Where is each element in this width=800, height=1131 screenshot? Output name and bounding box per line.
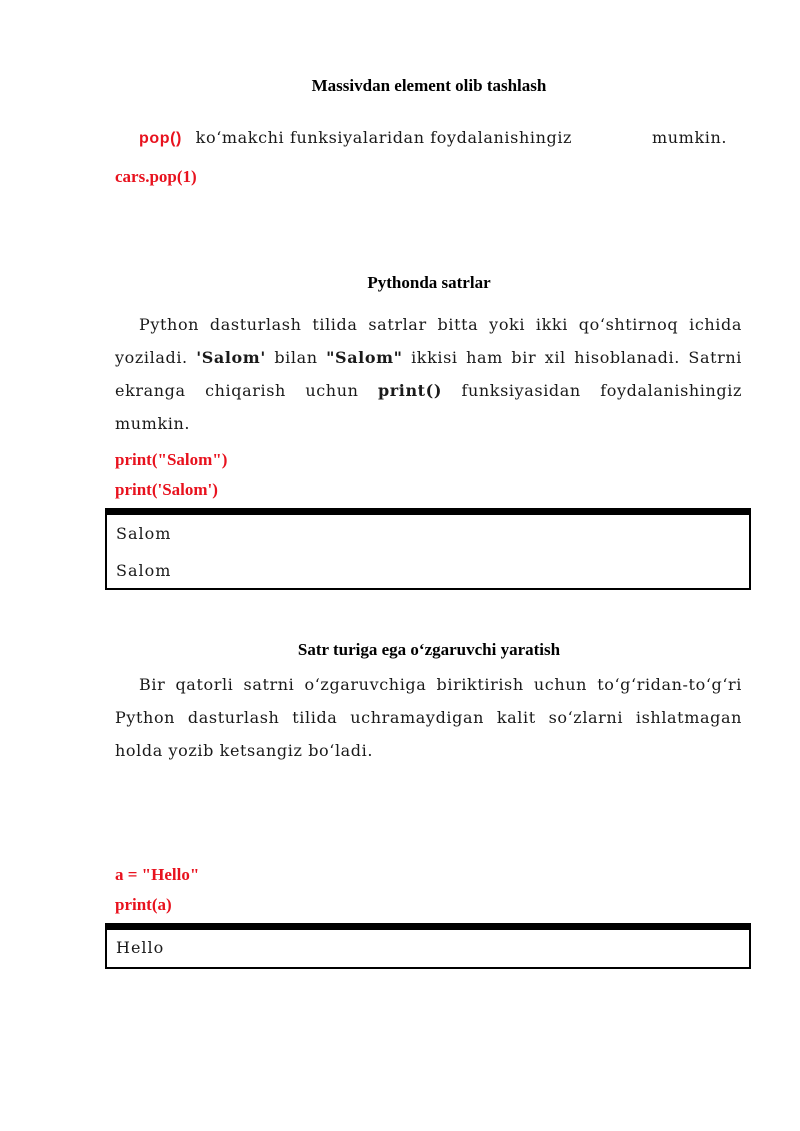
- output-line: Salom: [116, 561, 172, 580]
- code-assign-hello: a = "Hello": [115, 865, 200, 884]
- string-variable-paragraph: [115, 668, 742, 767]
- single-quoted-example: 'Salom': [196, 348, 266, 367]
- strings-paragraph: [115, 308, 742, 440]
- strings-text-bilan: bilan: [274, 348, 318, 367]
- section-heading-python-strings: Pythonda satrlar: [367, 273, 491, 292]
- output-box-hello: [105, 923, 751, 969]
- double-quoted-example: "Salom": [326, 348, 403, 367]
- code-print-single: print('Salom'): [115, 480, 218, 499]
- pop-keyword: pop(): [139, 130, 182, 147]
- strings-text-2: ikkisi ham bir xil hisoblanadi. Satrni ekranga chiqarish uchun: [115, 348, 742, 400]
- code-print-a: print(a): [115, 895, 172, 914]
- print-function-name: print(): [377, 381, 443, 400]
- pop-text: ko‘makchi funksiyalaridan foydalanishingiz: [195, 128, 573, 147]
- pop-tail-text: mumkin.: [652, 128, 728, 147]
- section-heading-string-variable: Satr turiga ega o‘zgaruvchi yaratish: [297, 640, 561, 659]
- strings-text-1: Python dasturlash tilida satrlar bitta yoki ikki qo‘shtirnoq ichida yoziladi.: [115, 315, 742, 367]
- code-print-double: print("Salom"): [115, 450, 228, 469]
- output-line: Salom: [116, 524, 172, 543]
- section-heading-remove-element: Massivdan element olib tashlash: [311, 76, 547, 95]
- output-box-salom: [105, 508, 751, 590]
- pop-description: [115, 128, 742, 148]
- string-variable-text: Bir qatorli satrni o‘zgaruvchiga biriktirish uchun to‘g‘ridan-to‘g‘ri Python dasturlash tilida uchramaydigan kalit so‘zlarni ishlatmagan holda yozib ketsangiz bo‘ladi.: [115, 675, 742, 760]
- code-cars-pop: cars.pop(1): [115, 167, 197, 186]
- strings-text-3: funksiyasidan foydalanishingiz mumkin.: [115, 381, 743, 433]
- output-line: Hello: [116, 938, 165, 957]
